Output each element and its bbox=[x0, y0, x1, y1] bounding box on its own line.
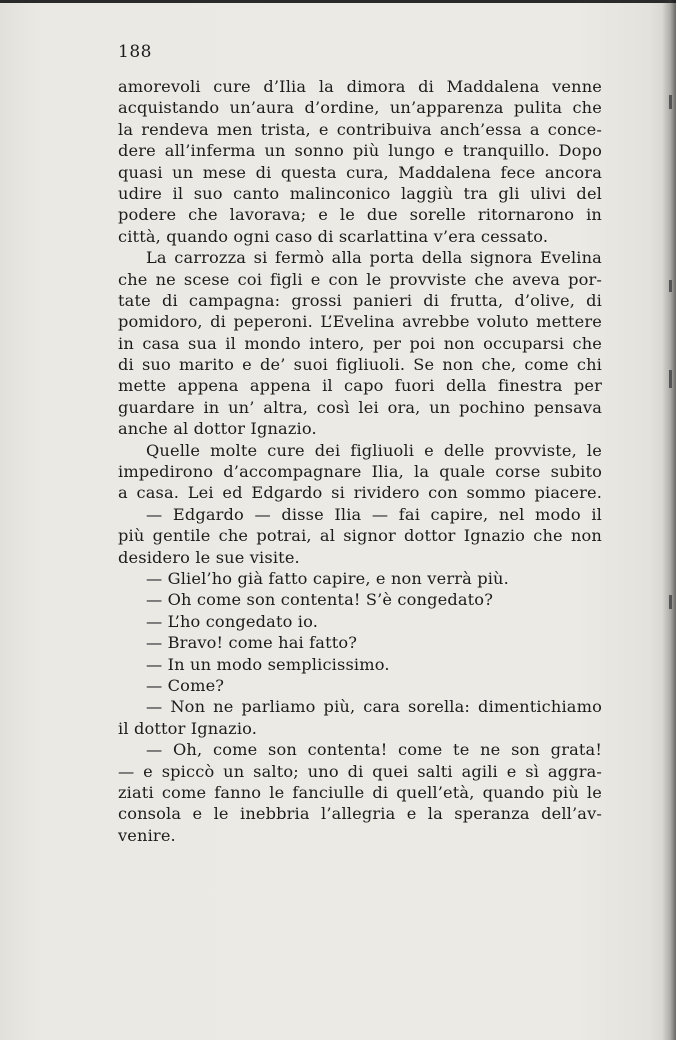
text-line: — Non ne parliamo più, cara sorella: dimentichiamo bbox=[146, 697, 602, 717]
text-line: tate di campagna: grossi panieri di frutta, d’olive, di bbox=[118, 290, 602, 310]
text-line: guardare in un’ altra, così lei ora, un pochino pensava bbox=[118, 397, 602, 417]
text-line: — In un modo semplicissimo. bbox=[146, 654, 390, 674]
text-line: consola e le inebbria l’allegria e la speranza dell’av- bbox=[118, 804, 602, 824]
text-line: desidero le sue visite. bbox=[118, 547, 300, 567]
text-line: la rendeva men trista, e contribuiva anch’essa a conce- bbox=[118, 119, 602, 139]
text-line: — L’ho congedato io. bbox=[146, 611, 319, 631]
text-line: Quelle molte cure dei figliuoli e delle provviste, le bbox=[146, 440, 602, 460]
text-line: — Oh, come son contenta! come te ne son grata! bbox=[146, 740, 602, 760]
edge-mark bbox=[669, 595, 672, 609]
text-line: venire. bbox=[118, 825, 176, 845]
edge-mark bbox=[669, 280, 672, 292]
text-line: amorevoli cure d’Ilia la dimora di Maddalena venne bbox=[118, 77, 602, 96]
text-line: acquistando un’aura d’ordine, un’apparenza pulita che bbox=[118, 98, 602, 118]
text-line: pomidoro, di peperoni. L’Evelina avrebbe voluto mettere bbox=[118, 312, 602, 332]
page-edge bbox=[662, 0, 676, 1040]
text-line: più gentile che potrai, al signor dottor Ignazio che non bbox=[118, 526, 602, 546]
text-line: il dottor Ignazio. bbox=[118, 718, 258, 738]
text-line: ziati come fanno le fanciulle di quell’età, quando più le bbox=[118, 782, 602, 802]
text-line: — Come? bbox=[146, 675, 225, 695]
text-line: La carrozza si fermò alla porta della signora Evelina bbox=[146, 248, 602, 268]
edge-mark bbox=[669, 95, 672, 109]
text-line: città, quando ogni caso di scarlattina v’era cessato. bbox=[118, 226, 549, 246]
text-line: a casa. Lei ed Edgardo si rividero con sommo piacere. bbox=[118, 483, 602, 503]
text-line: dere all’inferma un sonno più lungo e tranquillo. Dopo bbox=[118, 141, 602, 161]
body-text bbox=[118, 76, 602, 846]
text-line: udire il suo canto malinconico laggiù tra gli ulivi del bbox=[118, 183, 602, 203]
text-line: podere che lavorava; e le due sorelle ritornarono in bbox=[118, 205, 602, 225]
text-line: — Gliel’ho già fatto capire, e non verrà più. bbox=[146, 568, 509, 588]
text-line: — Bravo! come hai fatto? bbox=[146, 633, 358, 653]
text-line: di suo marito e de’ suoi figliuoli. Se non che, come chi bbox=[118, 355, 602, 375]
text-line: — e spiccò un salto; uno di quei salti agili e sì aggra- bbox=[118, 761, 602, 781]
text-line: in casa sua il mondo intero, per poi non occuparsi che bbox=[118, 333, 602, 353]
text-line: — Oh come son contenta! S’è congedato? bbox=[146, 590, 494, 610]
text-line: quasi un mese di questa cura, Maddalena fece ancora bbox=[118, 162, 602, 182]
edge-mark bbox=[669, 370, 672, 388]
top-edge bbox=[0, 0, 676, 3]
page-number: 188 bbox=[118, 42, 152, 62]
text-line: anche al dottor Ignazio. bbox=[118, 419, 317, 439]
text-line: che ne scese coi figli e con le provviste che aveva por- bbox=[118, 269, 602, 289]
text-line: impedirono d’accompagnare Ilia, la quale corse subito bbox=[118, 462, 602, 482]
text-line: — Edgardo — disse Ilia — fai capire, nel modo il bbox=[146, 504, 602, 524]
text-line: mette appena appena il capo fuori della finestra per bbox=[118, 376, 602, 396]
